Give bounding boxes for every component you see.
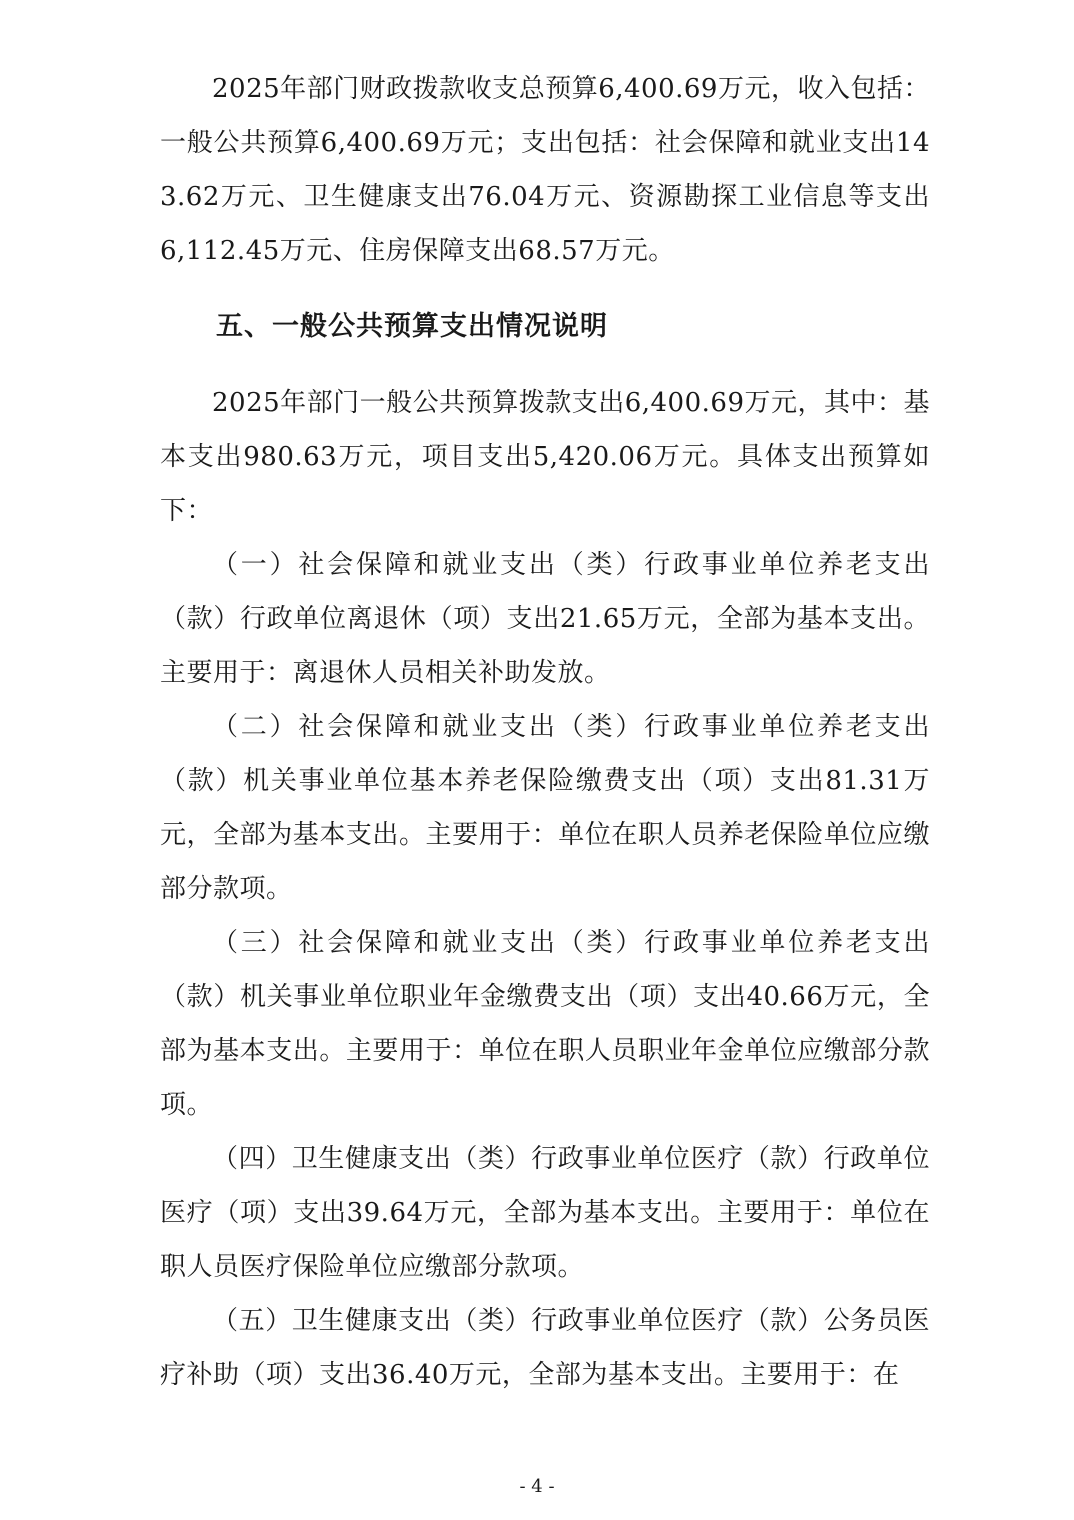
section-intro-paragraph: 2025年部门一般公共预算拨款支出6,400.69万元，其中：基本支出980.63万元，项目支出5,420.06万元。具体支出预算如下：: [160, 388, 930, 526]
document-body: [160, 62, 930, 1402]
expenditure-item-4: （四）卫生健康支出（类）行政事业单位医疗（款）行政单位医疗（项）支出39.64万元，全部为基本支出。主要用于：单位在职人员医疗保险单位应缴部分款项。: [160, 1144, 930, 1282]
page-number: - 4 -: [519, 1476, 555, 1497]
intro-paragraph: 2025年部门财政拨款收支总预算6,400.69万元，收入包括：一般公共预算6,400.69万元；支出包括：社会保障和就业支出143.62万元、卫生健康支出76.04万元、资源勘探工业信息等支出6,112.45万元、住房保障支出68.57万元。: [160, 74, 930, 266]
expenditure-item-2: （二）社会保障和就业支出（类）行政事业单位养老支出（款）机关事业单位基本养老保险缴费支出（项）支出81.31万元，全部为基本支出。主要用于：单位在职人员养老保险单位应缴部分款项。: [160, 712, 930, 904]
expenditure-item-1: （一）社会保障和就业支出（类）行政事业单位养老支出（款）行政单位离退休（项）支出21.65万元，全部为基本支出。主要用于：离退休人员相关补助发放。: [160, 550, 930, 688]
expenditure-item-3: （三）社会保障和就业支出（类）行政事业单位养老支出（款）机关事业单位职业年金缴费支出（项）支出40.66万元，全部为基本支出。主要用于：单位在职人员职业年金单位应缴部分款项。: [160, 928, 930, 1120]
expenditure-item-5: （五）卫生健康支出（类）行政事业单位医疗（款）公务员医疗补助（项）支出36.40万元，全部为基本支出。主要用于：在: [160, 1306, 930, 1390]
section-heading: 五、一般公共预算支出情况说明: [216, 311, 608, 342]
